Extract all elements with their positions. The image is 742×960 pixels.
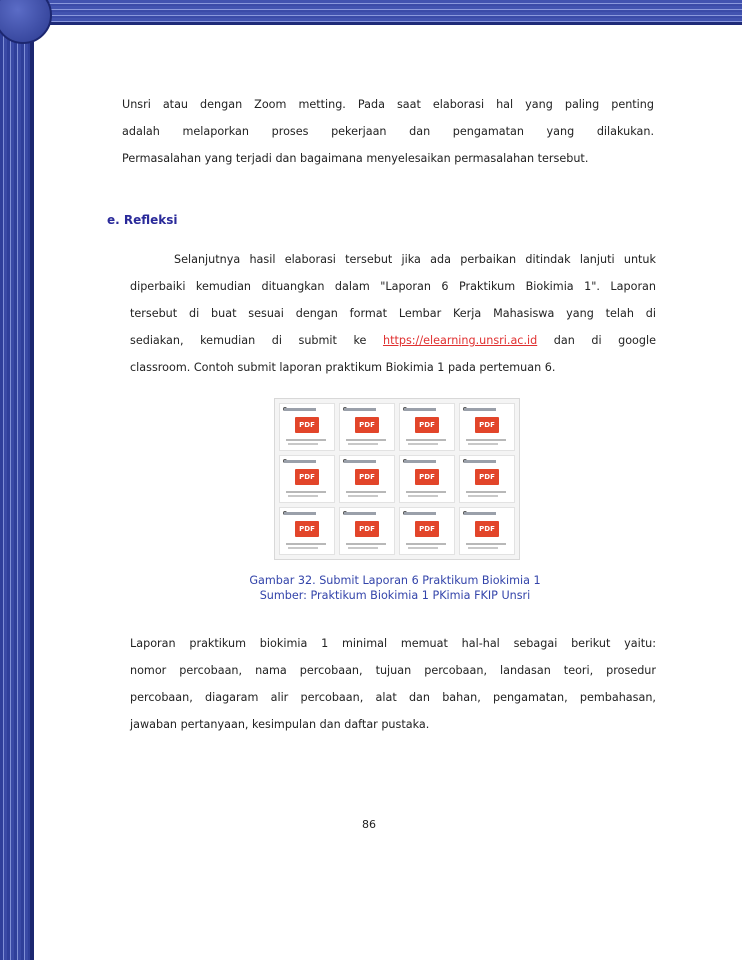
pdf-icon: PDF (475, 521, 499, 537)
file-title-placeholder (464, 460, 496, 463)
file-title-placeholder (284, 512, 316, 515)
elearning-link[interactable]: https://elearning.unsri.ac.id (382, 334, 538, 347)
left-border-decoration (0, 0, 34, 960)
file-caption-placeholder (466, 543, 506, 545)
pdf-icon: PDF (295, 469, 319, 485)
pdf-file-tile (459, 507, 515, 555)
pdf-icon: PDF (415, 521, 439, 537)
corner-ornament (0, 0, 52, 44)
pdf-file-tile (339, 455, 395, 503)
paragraph-line: percobaan, diagaram alir percobaan, alat dan bahan, pengamatan, pembahasan, (130, 691, 656, 704)
file-caption-placeholder (406, 491, 446, 493)
figure-caption-title: Gambar 32. Submit Laporan 6 Praktikum Biokimia 1 (249, 574, 541, 587)
file-caption-placeholder (286, 439, 326, 441)
pdf-file-tile (399, 403, 455, 451)
pdf-icon: PDF (355, 521, 379, 537)
page-number: 86 (362, 818, 376, 831)
pdf-file-tile (339, 403, 395, 451)
file-title-placeholder (404, 408, 436, 411)
paragraph-elaborasi (122, 91, 654, 172)
pdf-icon: PDF (355, 469, 379, 485)
paragraph-line: jawaban pertanyaan, kesimpulan dan daftar pustaka. (130, 718, 430, 731)
submission-screenshot-figure (274, 398, 520, 560)
paragraph-line: classroom. Contoh submit laporan praktikum Biokimia 1 pada pertemuan 6. (130, 361, 556, 374)
file-caption-placeholder (286, 491, 326, 493)
pdf-file-tile (459, 403, 515, 451)
section-heading-refleksi: e. Refleksi (107, 213, 178, 227)
file-caption-placeholder (466, 439, 506, 441)
paragraph-line: nomor percobaan, nama percobaan, tujuan percobaan, landasan teori, prosedur (130, 664, 656, 677)
file-caption-placeholder (286, 543, 326, 545)
pdf-icon: PDF (475, 469, 499, 485)
file-title-placeholder (464, 408, 496, 411)
pdf-icon: PDF (355, 417, 379, 433)
paragraph-line: Permasalahan yang terjadi dan bagaimana menyelesaikan permasalahan tersebut. (122, 152, 589, 165)
pdf-file-tile (279, 403, 335, 451)
file-caption-placeholder (408, 547, 438, 549)
file-title-placeholder (344, 460, 376, 463)
pdf-file-tile (279, 507, 335, 555)
paragraph-line: diperbaiki kemudian dituangkan dalam "Laporan 6 Praktikum Biokimia 1". Laporan (130, 280, 656, 293)
paragraph-line: Laporan praktikum biokimia 1 minimal memuat hal-hal sebagai berikut yaitu: (130, 637, 656, 650)
top-border-shadow (30, 22, 742, 25)
file-title-placeholder (344, 408, 376, 411)
file-caption-placeholder (408, 443, 438, 445)
paragraph-line-with-link (130, 327, 656, 354)
pdf-file-tile (279, 455, 335, 503)
text-after-link: dan di google (537, 334, 656, 347)
pdf-file-tile (399, 455, 455, 503)
figure-caption-source: Sumber: Praktikum Biokimia 1 PKimia FKIP Unsri (259, 589, 531, 602)
file-caption-placeholder (288, 443, 318, 445)
file-caption-placeholder (466, 491, 506, 493)
file-title-placeholder (284, 408, 316, 411)
pdf-icon: PDF (295, 521, 319, 537)
paragraph-line: Unsri atau dengan Zoom metting. Pada saat elaborasi hal yang paling penting (122, 98, 654, 111)
file-caption-placeholder (346, 543, 386, 545)
file-caption-placeholder (288, 495, 318, 497)
file-caption-placeholder (408, 495, 438, 497)
file-caption-placeholder (406, 543, 446, 545)
file-caption-placeholder (288, 547, 318, 549)
paragraph-refleksi (130, 246, 656, 381)
pdf-icon: PDF (415, 417, 439, 433)
file-caption-placeholder (346, 491, 386, 493)
file-caption-placeholder (406, 439, 446, 441)
paragraph-line: adalah melaporkan proses pekerjaan dan pengamatan yang dilakukan. (122, 125, 654, 138)
paragraph-line: tersebut di buat sesuai dengan format Lembar Kerja Mahasiswa yang telah di (130, 307, 656, 320)
pdf-file-tile (399, 507, 455, 555)
pdf-file-tile (339, 507, 395, 555)
left-border-shadow (30, 14, 34, 960)
top-border-decoration (30, 0, 742, 22)
file-caption-placeholder (468, 547, 498, 549)
paragraph-laporan-contents (130, 630, 656, 738)
pdf-icon: PDF (475, 417, 499, 433)
file-caption-placeholder (468, 495, 498, 497)
file-title-placeholder (284, 460, 316, 463)
file-title-placeholder (404, 512, 436, 515)
file-caption-placeholder (346, 439, 386, 441)
file-caption-placeholder (348, 495, 378, 497)
file-caption-placeholder (348, 443, 378, 445)
file-title-placeholder (404, 460, 436, 463)
pdf-icon: PDF (295, 417, 319, 433)
file-caption-placeholder (468, 443, 498, 445)
pdf-file-tile (459, 455, 515, 503)
text-before-link: sediakan, kemudian di submit ke (130, 334, 383, 347)
file-caption-placeholder (348, 547, 378, 549)
paragraph-line: Selanjutnya hasil elaborasi tersebut jika ada perbaikan ditindak lanjuti untuk (174, 253, 656, 266)
file-title-placeholder (344, 512, 376, 515)
pdf-icon: PDF (415, 469, 439, 485)
file-title-placeholder (464, 512, 496, 515)
